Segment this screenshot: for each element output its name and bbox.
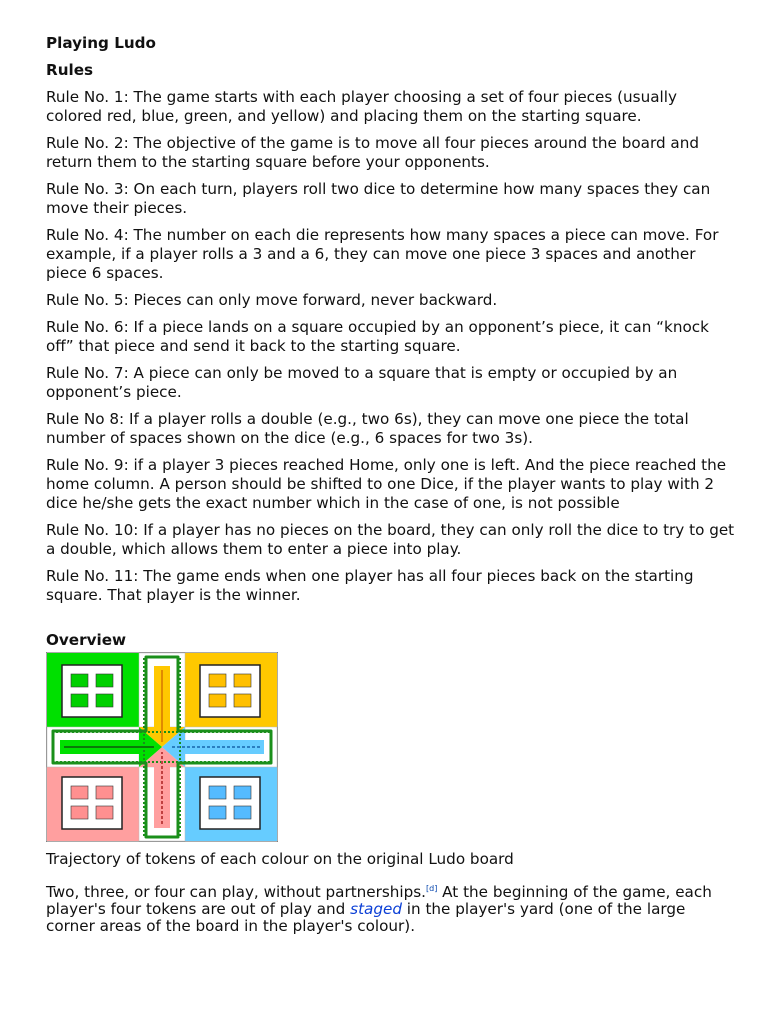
overview-heading: Overview	[46, 631, 127, 649]
paragraph-part2: At the beginning of the game, each player's four tokens are out of play and	[46, 883, 712, 919]
page-title: Playing Ludo	[46, 34, 156, 52]
rule-4: Rule No. 4: The number on each die represents how many spaces a piece can move. For example, if a player rolls a 3 and a 6, they can move one piece 3 spaces and another piece 6 spaces.	[46, 226, 719, 282]
rule-2: Rule No. 2: The objective of the game is to move all four pieces around the board and return them to the starting square before your opponents.	[46, 134, 699, 171]
rule-11: Rule No. 11: The game ends when one player has all four pieces back on the starting square. That player is the winner.	[46, 567, 694, 604]
document-page	[46, 34, 736, 950]
ludo-board-figure	[46, 652, 278, 842]
rule-6: Rule No. 6: If a piece lands on a square occupied by an opponent’s piece, it can “knock off” that piece and send it back to the starting square.	[46, 318, 709, 355]
rules-heading: Rules	[46, 61, 94, 79]
rule-3: Rule No. 3: On each turn, players roll two dice to determine how many spaces they can move their pieces.	[46, 180, 711, 217]
paragraph-part3: in the player's yard (one of the large corner areas of the board in the player's colour).	[46, 900, 686, 936]
figure-caption: Trajectory of tokens of each colour on the original Ludo board	[46, 850, 514, 868]
rule-7: Rule No. 7: A piece can only be moved to a square that is empty or occupied by an opponent’s piece.	[46, 364, 678, 401]
ludo-board-image	[46, 652, 278, 842]
rule-8: Rule No 8: If a player rolls a double (e.g., two 6s), they can move one piece the total number of spaces shown on the dice (e.g., 6 spaces for two 3s).	[46, 410, 689, 447]
rules-list	[46, 88, 736, 605]
staged-link[interactable]: staged	[350, 900, 402, 919]
rule-9: Rule No. 9: if a player 3 pieces reached Home, only one is left. And the piece reached the home column. A person should be shifted to one Dice, if the player wants to play with 2 dice he/she gets the exact number which in the case of one, is not possible	[46, 456, 727, 512]
rule-5: Rule No. 5: Pieces can only move forward, never backward.	[46, 291, 498, 309]
citation-link[interactable]: [d]	[426, 884, 438, 894]
paragraph-part1: Two, three, or four can play, without partnerships.	[46, 883, 427, 902]
rule-10: Rule No. 10: If a player has no pieces on the board, they can only roll the dice to try to get a double, which allows them to enter a piece into play.	[46, 521, 735, 558]
rule-1: Rule No. 1: The game starts with each player choosing a set of four pieces (usually colored red, blue, green, and yellow) and placing them on the starting square.	[46, 88, 677, 125]
overview-paragraph	[46, 884, 736, 935]
